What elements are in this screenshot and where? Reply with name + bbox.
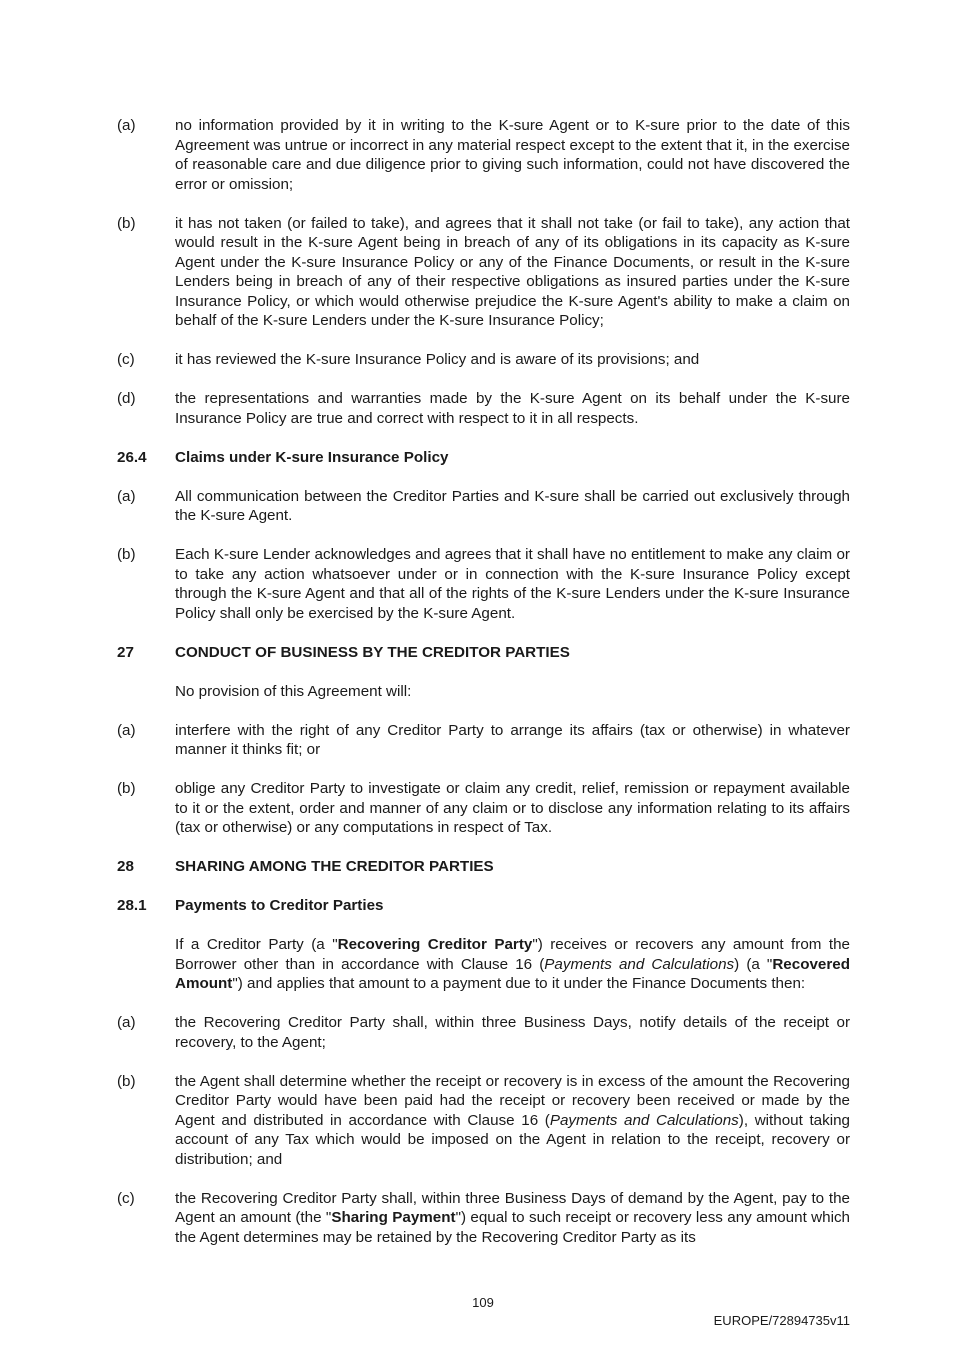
section-intro: No provision of this Agreement will: [175,682,412,700]
item-text: Each K-sure Lender acknowledges and agrees that it shall have no entitlement to make any claim or to take any action whatsoever under or in connection with the K-sure Insurance Policy except through the K-sure Agent and that all of the rights of the K-sure Lenders under the K-sure Insurance Policy shall only be exercised by the K-sure Agent. [175,546,850,622]
defined-term: Recovered Amount [175,955,850,992]
section-title: CONDUCT OF BUSINESS BY THE CREDITOR PARTIES [175,643,570,661]
item-text: no information provided by it in writing to the K-sure Agent or to K-sure prior to the date of this Agreement was untrue or incorrect in any material respect except to the extent that it, in the exercise of reasonable care and due diligence prior to giving such information, could not have discovered the error or omission; [175,117,850,193]
text-run: ") equal to such receipt or recovery less any amount which the Agent determines may be retained by the Recovering Creditor Party as its [175,1209,851,1246]
item-label: (b) [117,214,136,232]
section-number: 26.4 [117,448,147,466]
text-run: If a Creditor Party (a " [175,936,338,953]
item-text: oblige any Creditor Party to investigate or claim any credit, relief, remission or repayment available to it or the extent, order and manner of any claim or to disclose any information relating to its affairs (tax or otherwise) or any computations in respect of Tax. [175,780,850,836]
item-label: (a) [117,487,136,505]
clause-item [117,487,850,526]
clause-item [117,116,850,194]
page-number: 109 [472,1295,494,1310]
item-label: (b) [117,1072,136,1090]
item-label: (d) [117,390,136,407]
clause-item [117,1189,850,1248]
text-run: the Agent shall determine whether the receipt or recovery is in excess of the amount the Recovering Creditor Party would have been paid had the receipt or recovery been received or made by the Agent and distributed in accordance with Clause 16 ( [175,1072,850,1129]
clause-item [117,214,850,331]
item-text: interfere with the right of any Creditor Party to arrange its affairs (tax or otherwise) in whatever manner it thinks fit; or [175,721,850,758]
section-title: Payments to Creditor Parties [175,897,384,914]
item-text: it has not taken (or failed to take), and agrees that it shall not take (or fail to take), any action that would result in the K-sure Agent being in breach of any of its obligations in its capacity as K-sure Agent under the K-sure Insurance Policy or any of the Finance Documents, or result in the K-sure Lenders being in breach of any of their respective obligations as insured parties under the K-sure Insurance Policy, or which would otherwise prejudice the K-sure Agent's ability to make a claim on behalf of the K-sure Lenders under the K-sure Insurance Policy; [175,214,850,329]
item-label: (a) [117,117,136,134]
text-run: ) (a " [734,955,773,973]
item-label: (b) [117,546,136,563]
clause-item [117,389,850,428]
item-label: (a) [117,1014,136,1031]
clause-item [117,545,850,623]
text-run: ") and applies that amount to a payment due to it under the Finance Documents then: [232,975,806,992]
clause-item [117,350,850,370]
section-heading-26-4 [117,448,850,468]
clause-reference: Payments and Calculations [549,1111,739,1129]
text-run: ), without taking account of any Tax which would be imposed on the Agent in relation to the receipt, recovery or distribution; and [175,1111,850,1168]
item-label: (c) [117,1189,135,1207]
section-title: SHARING AMONG THE CREDITOR PARTIES [175,858,494,875]
item-text: it has reviewed the K-sure Insurance Policy and is aware of its provisions; and [175,351,700,368]
item-label: (a) [117,721,136,739]
section-number: 28 [117,858,134,875]
section-heading-28 [117,857,850,877]
section-paragraph [175,935,850,994]
item-text: the Recovering Creditor Party shall, within three Business Days, notify details of the receipt or recovery, to the Agent; [175,1014,850,1051]
clause-item [117,1013,850,1052]
section-heading-28-1 [117,896,850,916]
text-run: ") receives or recovers any amount from the Borrower other than in accordance with Clause 16 ( [175,936,850,973]
clause-reference: Payments and Calculations [544,955,735,973]
item-text [175,1189,850,1248]
section-number: 28.1 [117,897,147,914]
item-text: the representations and warranties made by the K-sure Agent on its behalf under the K-sure Insurance Policy are true and correct with respect to it in all respects. [175,390,850,427]
defined-term: Recovering Creditor Party [337,936,533,953]
section-title: Claims under K-sure Insurance Policy [175,448,449,466]
document-body [117,116,850,1267]
item-text [175,1072,850,1170]
section-heading-27 [117,643,850,663]
item-label: (c) [117,351,135,368]
clause-item [117,721,850,760]
clause-item [117,779,850,838]
document-reference: EUROPE/72894735v11 [713,1313,850,1328]
text-run: the Recovering Creditor Party shall, within three Business Days of demand by the Agent, pay to the Agent an amount (the " [175,1189,850,1226]
defined-term: Sharing Payment [331,1209,456,1226]
section-number: 27 [117,643,134,661]
clause-item [117,1072,850,1170]
item-text: All communication between the Creditor Parties and K-sure shall be carried out exclusively through the K-sure Agent. [175,487,850,524]
item-label: (b) [117,780,136,797]
